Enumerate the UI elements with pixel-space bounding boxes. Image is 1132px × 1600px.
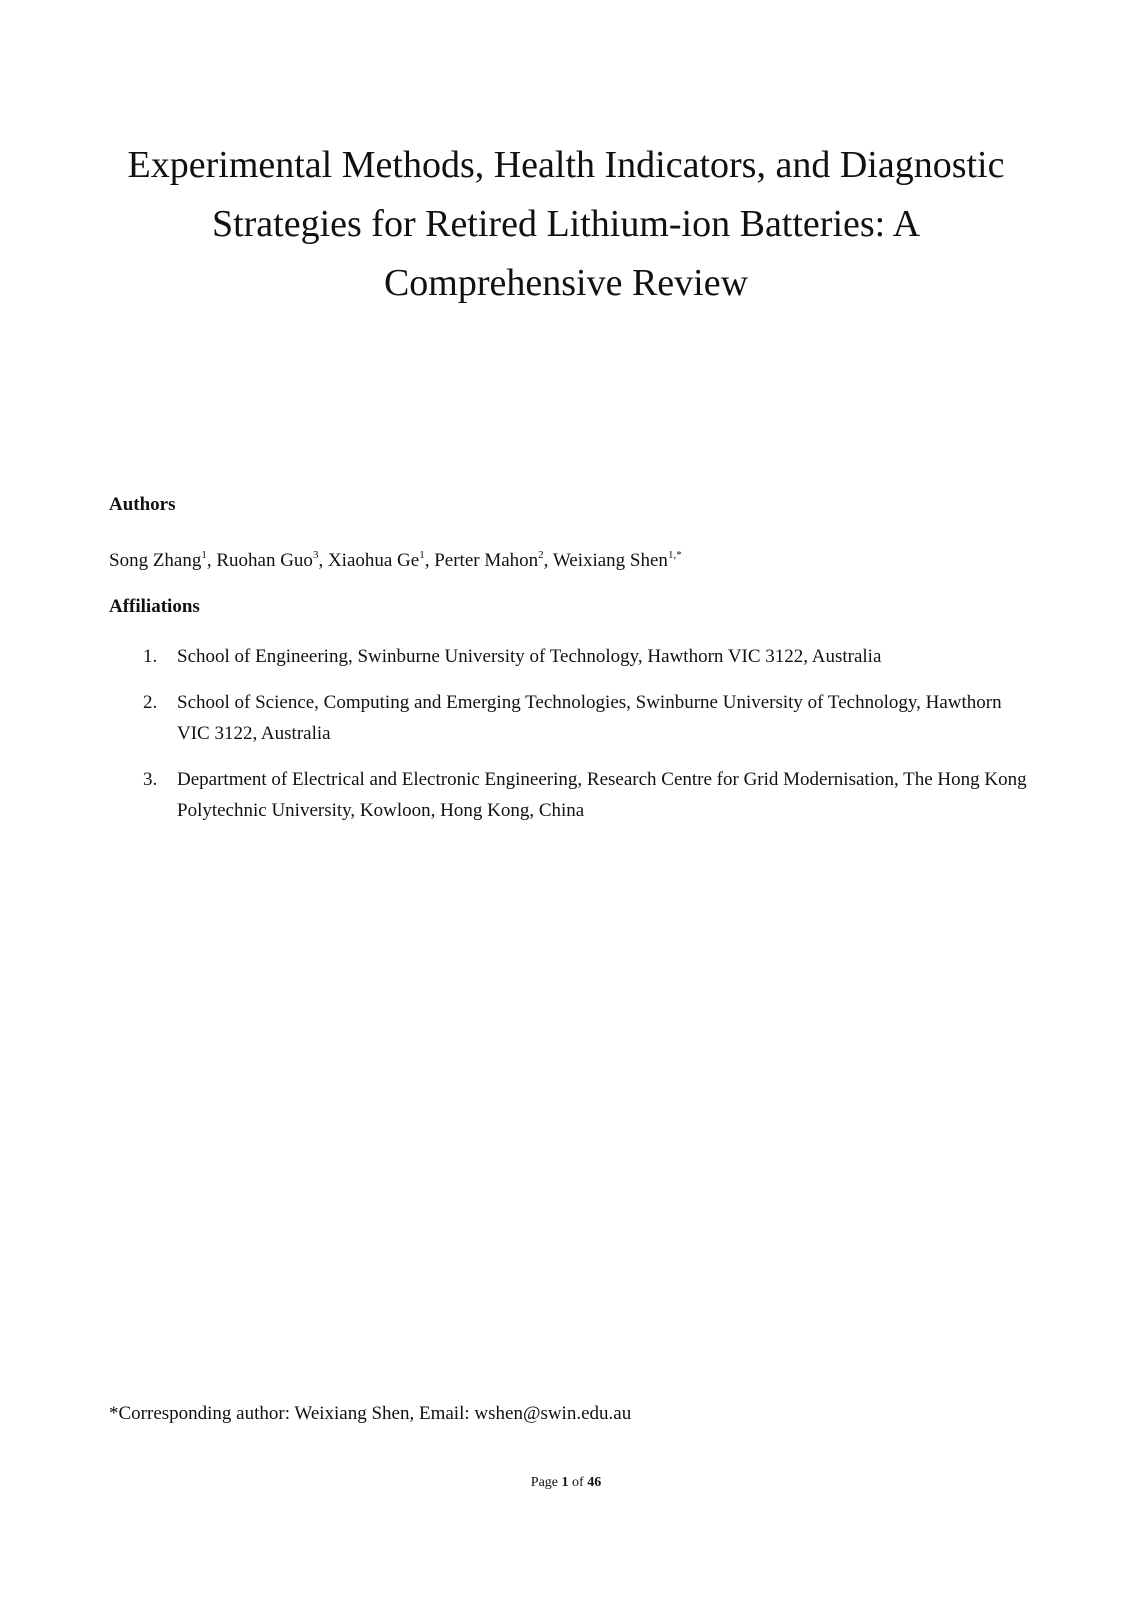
affiliations-heading: Affiliations bbox=[109, 596, 200, 617]
author-separator: , bbox=[318, 550, 328, 571]
affiliation-text: Department of Electrical and Electronic Engineering, Research Centre for Grid Modernisation, The Hong Kong Polytechnic University, Kowloon, Hong Kong, China bbox=[177, 769, 1027, 821]
title-line: Strategies for Retired Lithium-ion Batteries: A bbox=[211, 203, 921, 245]
author-name: Xiaohua Ge bbox=[327, 550, 420, 571]
affiliation-item bbox=[109, 764, 1029, 826]
affiliation-item bbox=[109, 687, 1029, 749]
author-separator: , bbox=[206, 550, 217, 571]
affiliation-number: 2. bbox=[143, 692, 158, 713]
title-line: Experimental Methods, Health Indicators, and Diagnostic bbox=[127, 144, 1005, 186]
corresponding-author-note: *Corresponding author: Weixiang Shen, Email: wshen@swin.edu.au bbox=[109, 1403, 632, 1424]
author-affiliation-marker: 2 bbox=[538, 549, 544, 561]
paper-title bbox=[90, 136, 1042, 313]
total-page-count: 46 bbox=[587, 1475, 602, 1490]
author-name: Ruohan Guo bbox=[216, 550, 313, 571]
author-separator: , bbox=[543, 550, 553, 571]
of-word: of bbox=[572, 1475, 584, 1490]
authors-heading: Authors bbox=[109, 494, 176, 515]
current-page-number: 1 bbox=[561, 1475, 569, 1490]
affiliation-list bbox=[109, 641, 1029, 841]
author-affiliation-marker: 1 bbox=[201, 549, 207, 561]
author-name: Weixiang Shen bbox=[552, 550, 668, 571]
author-name: Song Zhang bbox=[109, 550, 202, 571]
author-list bbox=[109, 550, 682, 572]
affiliation-text: School of Engineering, Swinburne University of Technology, Hawthorn VIC 3122, Australia bbox=[177, 646, 882, 667]
affiliation-item bbox=[109, 641, 1029, 672]
title-line: Comprehensive Review bbox=[383, 262, 749, 304]
author-affiliation-marker: 1,* bbox=[667, 549, 682, 561]
author-name: Perter Mahon bbox=[434, 550, 539, 571]
author-separator: , bbox=[424, 550, 435, 571]
affiliation-number: 3. bbox=[143, 769, 158, 790]
author-affiliation-marker: 3 bbox=[312, 549, 319, 561]
author-affiliation-marker: 1 bbox=[419, 549, 425, 561]
page-word: Page bbox=[530, 1475, 559, 1490]
affiliation-text: School of Science, Computing and Emerging Technologies, Swinburne University of Technology, Hawthorn VIC 3122, Australia bbox=[177, 692, 1002, 744]
page-footer bbox=[0, 1475, 1132, 1491]
affiliation-number: 1. bbox=[143, 646, 158, 667]
